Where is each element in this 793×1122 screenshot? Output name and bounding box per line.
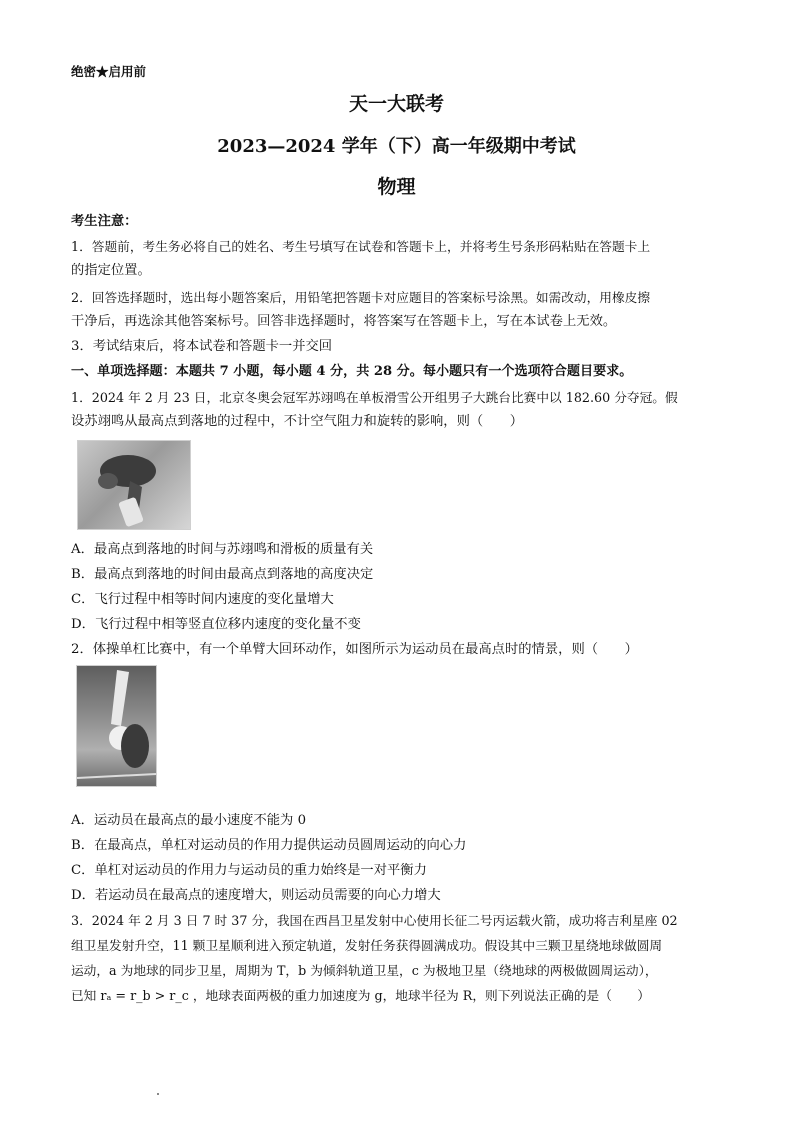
subject-title: 物理: [377, 176, 416, 198]
question-3-line-2: 组卫星发射升空，11 颗卫星顺利进入预定轨道，发射任务获得圆满成功。假设其中三颗卫星绕地球做圆周: [71, 938, 663, 953]
question-1-option-c: C．飞行过程中相等时间内速度的变化量增大: [71, 592, 334, 607]
question-3-line-3: 运动，a 为地球的同步卫星，周期为 T，b 为倾斜轨道卫星，c 为极地卫星（绕地球的两极做圆周运动），: [71, 963, 658, 978]
question-2-option-b: B．在最高点，单杠对运动员的作用力提供运动员圆周运动的向心力: [71, 838, 467, 853]
notice-item-3: 3．考试结束后，将本试卷和答题卡一并交回: [71, 339, 333, 354]
question-1-option-b: B．最高点到落地的时间由最高点到落地的高度决定: [71, 567, 374, 582]
question-2-line-1: 2．体操单杠比赛中，有一个单臂大回环动作，如图所示为运动员在最高点时的情景，则（ ）: [71, 642, 638, 657]
secret-label: 绝密★启用前: [71, 64, 147, 79]
notice-item-1-line-1: 1．答题前，考生务必将自己的姓名、考生号填写在试卷和答题卡上，并将考生号条形码粘贴在答题卡上: [71, 239, 651, 254]
question-1-option-d: D．飞行过程中相等竖直位移内速度的变化量不变: [71, 617, 361, 632]
scan-speck: [157, 1093, 159, 1095]
question-1-option-a: A．最高点到落地的时间与苏翊鸣和滑板的质量有关: [71, 542, 374, 557]
question-2-option-c: C．单杠对运动员的作用力与运动员的重力始终是一对平衡力: [71, 863, 427, 878]
question-3-line-1: 3．2024 年 2 月 3 日 7 时 37 分，我国在西昌卫星发射中心使用长征二号丙运载火箭，成功将吉利星座 02: [71, 913, 678, 928]
question-2-option-a: A．运动员在最高点的最小速度不能为 0: [71, 813, 307, 828]
notice-heading: 考生注意：: [71, 214, 138, 229]
question-1-line-2: 设苏翊鸣从最高点到落地的过程中，不计空气阻力和旋转的影响，则（ ）: [71, 414, 524, 429]
exam-title: 2023—2024 学年（下）高一年级期中考试: [217, 136, 576, 157]
question-1-line-1: 1．2024 年 2 月 23 日，北京冬奥会冠军苏翊鸣在单板滑雪公开组男子大跳台比赛中以 182.60 分夺冠。假: [71, 390, 678, 405]
gymnast-photo: [76, 665, 157, 787]
notice-item-2-line-1: 2．回答选择题时，选出每小题答案后，用铅笔把答题卡对应题目的答案标号涂黑。如需改动，用橡皮擦: [71, 290, 651, 305]
notice-item-2-line-2: 干净后，再选涂其他答案标号。回答非选择题时，将答案写在答题卡上，写在本试卷上无效。: [71, 314, 617, 329]
notice-item-1-line-2: 的指定位置。: [71, 263, 151, 278]
section-heading: 一、单项选择题：本题共 7 小题，每小题 4 分，共 28 分。每小题只有一个选项符合题目要求。: [71, 364, 633, 379]
snowboarder-photo: [77, 440, 191, 530]
question-2-option-d: D．若运动员在最高点的速度增大，则运动员需要的向心力增大: [71, 888, 441, 903]
question-3-line-4: 已知 rₐ = r_b > r_c ，地球表面两极的重力加速度为 g，地球半径为 R，则下列说法正确的是（ ）: [71, 988, 650, 1003]
organizer-title: 天一大联考: [348, 93, 444, 115]
